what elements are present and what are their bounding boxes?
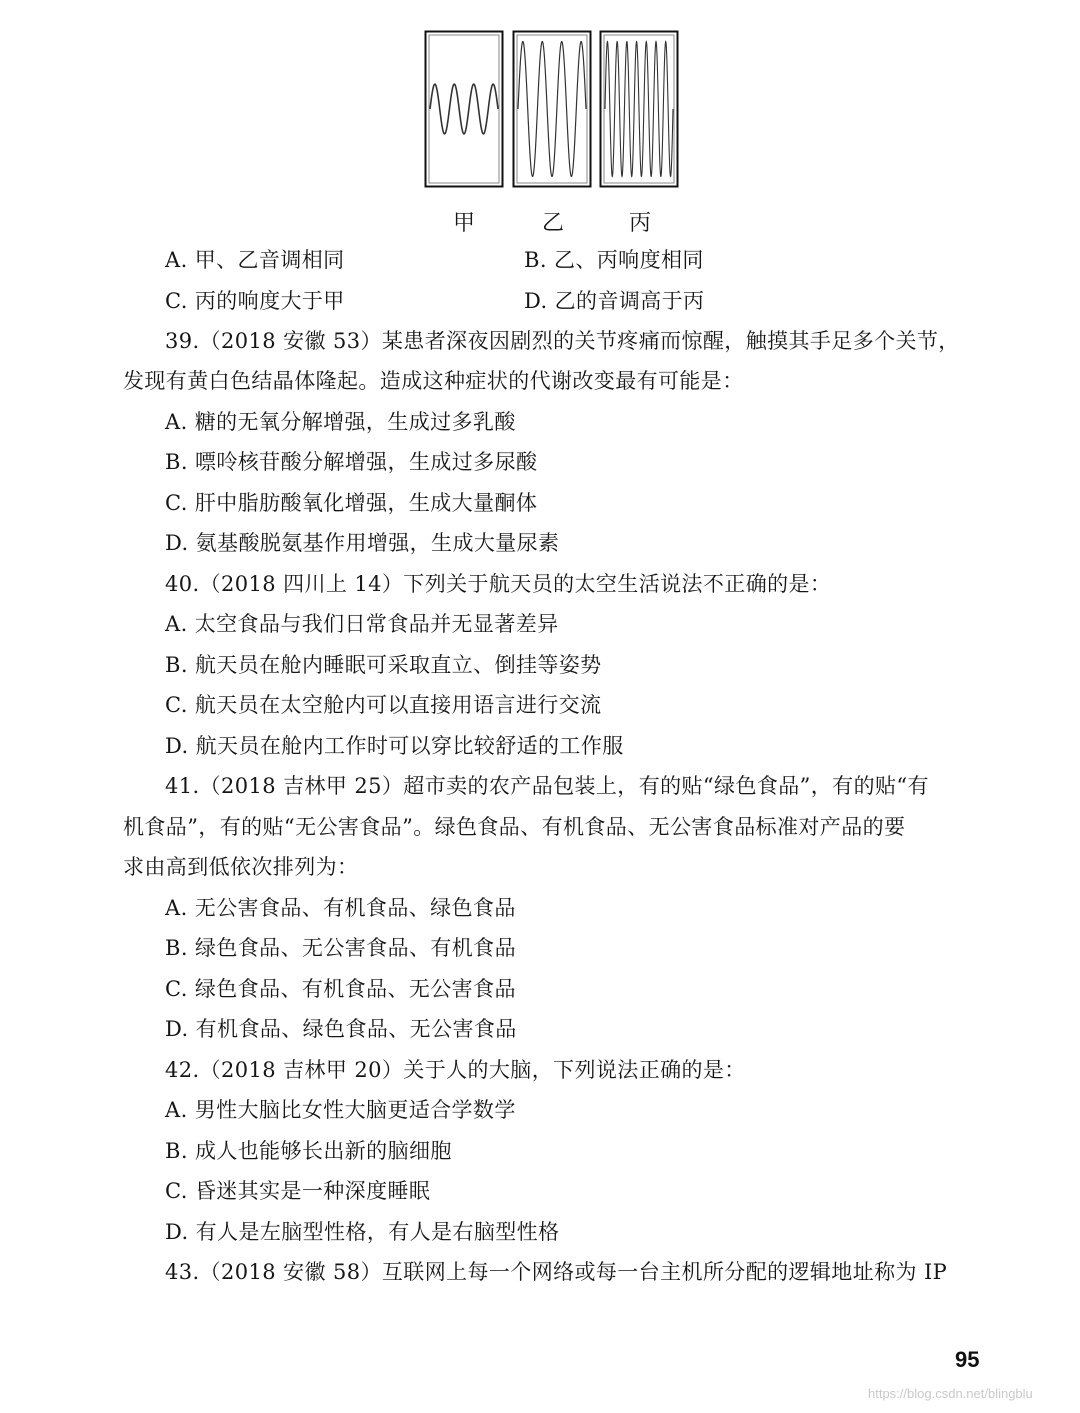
q40-option-c: C. 航天员在太空舱内可以直接用语言进行交流 [165, 693, 602, 717]
waveform-yi [512, 30, 592, 188]
q41-stem-end: 求由高到低依次排列为： [123, 855, 359, 879]
figure-label-jia: 甲 [453, 211, 476, 236]
q39-stem: 39.（2018 安徽 53）某患者深夜因剧烈的关节疼痛而惊醒，触摸其手足多个关节， [165, 329, 960, 353]
figure-label-yi: 乙 [542, 211, 565, 236]
q42-option-b: B. 成人也能够长出新的脑细胞 [165, 1139, 452, 1163]
q42-option-a: A. 男性大脑比女性大脑更适合学数学 [165, 1098, 516, 1122]
q38-option-b: B. 乙、丙响度相同 [524, 248, 704, 272]
q39-option-d: D. 氨基酸脱氨基作用增强，生成大量尿素 [165, 531, 560, 555]
waveform-bing [599, 30, 679, 188]
q42-stem: 42.（2018 吉林甲 20）关于人的大脑，下列说法正确的是： [165, 1058, 746, 1082]
watermark: https://blog.csdn.net/blingblu [868, 1386, 1033, 1401]
q40-option-a: A. 太空食品与我们日常食品并无显著差异 [165, 612, 559, 636]
waveform-jia [424, 30, 504, 188]
q41-option-d: D. 有机食品、绿色食品、无公害食品 [165, 1017, 517, 1041]
figure-label-bing: 丙 [629, 211, 652, 236]
q41-option-c: C. 绿色食品、有机食品、无公害食品 [165, 977, 516, 1001]
q39-option-b: B. 嘌呤核苷酸分解增强，生成过多尿酸 [165, 450, 538, 474]
page-number: 95 [955, 1347, 980, 1372]
q42-option-c: C. 昏迷其实是一种深度睡眠 [165, 1179, 431, 1203]
q40-option-d: D. 航天员在舱内工作时可以穿比较舒适的工作服 [165, 734, 624, 758]
q42-option-d: D. 有人是左脑型性格，有人是右脑型性格 [165, 1220, 560, 1244]
q39-stem-continued: 发现有黄白色结晶体隆起。造成这种症状的代谢改变最有可能是： [123, 369, 744, 393]
q43-stem: 43.（2018 安徽 58）互联网上每一个网络或每一台主机所分配的逻辑地址称为 IP [165, 1260, 948, 1284]
q40-stem: 40.（2018 四川上 14）下列关于航天员的太空生活说法不正确的是： [165, 572, 832, 596]
q40-option-b: B. 航天员在舱内睡眠可采取直立、倒挂等姿势 [165, 653, 602, 677]
q38-option-a: A. 甲、乙音调相同 [165, 248, 345, 272]
q41-stem: 41.（2018 吉林甲 25）超市卖的农产品包装上，有的贴“绿色食品”，有的贴“有 [165, 774, 929, 798]
q39-option-c: C. 肝中脂肪酸氧化增强，生成大量酮体 [165, 491, 538, 515]
q41-stem-continued: 机食品”，有的贴“无公害食品”。绿色食品、有机食品、无公害食品标准对产品的要 [123, 815, 906, 839]
q41-option-a: A. 无公害食品、有机食品、绿色食品 [165, 896, 516, 920]
q39-option-a: A. 糖的无氧分解增强，生成过多乳酸 [165, 410, 516, 434]
sound-waveform-figure [424, 30, 684, 190]
q38-option-d: D. 乙的音调高于丙 [524, 289, 705, 313]
q38-option-c: C. 丙的响度大于甲 [165, 289, 345, 313]
q41-option-b: B. 绿色食品、无公害食品、有机食品 [165, 936, 516, 960]
